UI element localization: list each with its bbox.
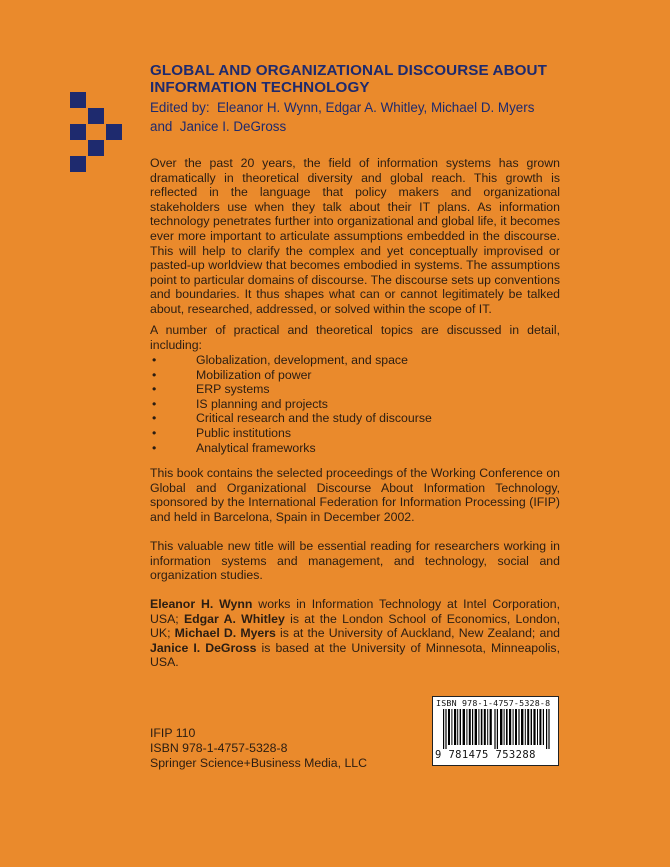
topic-text: Analytical frameworks [196, 440, 316, 455]
editors-line1: Edited by: Eleanor H. Wynn, Edgar A. Whitley, Michael D. Myers [150, 100, 535, 115]
barcode-digits: 9 781475 753288 [435, 749, 536, 761]
bullet: • [152, 367, 157, 382]
bullet: • [152, 396, 157, 411]
list-item [150, 411, 560, 426]
description-paragraph-2: A number of practical and theoretical topics are discussed in detail, including: [150, 323, 560, 352]
book-title [150, 62, 562, 96]
isbn-barcode [432, 696, 559, 766]
topic-text: IS planning and projects [196, 396, 328, 411]
editor-name: Edgar A. Whitley [183, 611, 285, 626]
topic-text: Mobilization of power [196, 367, 312, 382]
bullet: • [152, 411, 157, 426]
footer-imprint [150, 726, 367, 771]
list-item [150, 368, 560, 383]
series-number: IFIP 110 [150, 726, 196, 740]
bullet: • [152, 353, 157, 367]
editor-bio-text: is at the University of Auckland, New Zealand; and [275, 626, 561, 641]
bullet: • [152, 425, 157, 440]
barcode-bars [443, 709, 553, 749]
list-item [150, 353, 560, 368]
editors-bio [150, 597, 560, 670]
barcode-isbn-label: ISBN 978-1-4757-5328-8 [436, 698, 551, 708]
bullet: • [152, 382, 157, 397]
editors-credit [150, 98, 562, 136]
editor-name: Janice I. DeGross [150, 640, 257, 655]
footer-isbn: ISBN 978-1-4757-5328-8 [150, 741, 288, 755]
publisher-logo-checker [70, 92, 124, 172]
bullet: • [152, 440, 157, 455]
list-item [150, 397, 560, 412]
editor-bio-text: works in Information Technology at Intel Corporation, USA; [150, 597, 560, 626]
editor-bio-text: is based at the University of Minnesota, Minneapolis, USA. [150, 640, 560, 670]
book-title-line1: GLOBAL AND ORGANIZATIONAL DISCOURSE ABOUT [150, 62, 547, 79]
topic-text: Critical research and the study of discourse [196, 411, 432, 426]
publisher-name: Springer Science+Business Media, LLC [150, 756, 368, 770]
editor-name: Michael D. Myers [174, 626, 276, 641]
description-paragraph-3: This book contains the selected proceedings of the Working Conference on Global and Organizational Discourse About Information Technology, sponsored by the International Federation for Information Processing (IFIP) and held in Barcelona, Spain in December 2002. [150, 466, 560, 524]
topics-list [150, 353, 560, 455]
topic-text: Public institutions [196, 425, 292, 440]
editor-name: Eleanor H. Wynn [150, 597, 253, 611]
book-title-line2: INFORMATION TECHNOLOGY [150, 79, 370, 96]
editors-line2: and Janice I. DeGross [150, 119, 287, 134]
list-item [150, 426, 560, 441]
list-item [150, 382, 560, 397]
topic-text: Globalization, development, and space [196, 353, 408, 367]
description-paragraph-4: This valuable new title will be essential reading for researchers working in information systems and management, and technology, social and organization studies. [150, 539, 560, 583]
topic-text: ERP systems [196, 382, 270, 397]
editor-bio-text: is at the London School of Economics, London, UK; [150, 611, 560, 641]
list-item [150, 441, 560, 456]
description-paragraph-1: Over the past 20 years, the field of information systems has grown dramatically in theoretical diversity and global reach. This growth is reflected in the language that policy makers and organizational stakeholders use when they talk about their IT plans. As information technology penetrates further into organizational and global life, it becomes ever more important to articulate assumptions embedded in the discourse. This will help to clarify the complex and yet conceptually improvised or pasted-up worldview that becomes embodied in systems. The assumptions point to particular domains of discourse. The discourse sets up conventions and boundaries. It thus shapes what can or cannot legitimately be talked about, researched, addressed, or solved within the scope of IT. [150, 156, 560, 316]
